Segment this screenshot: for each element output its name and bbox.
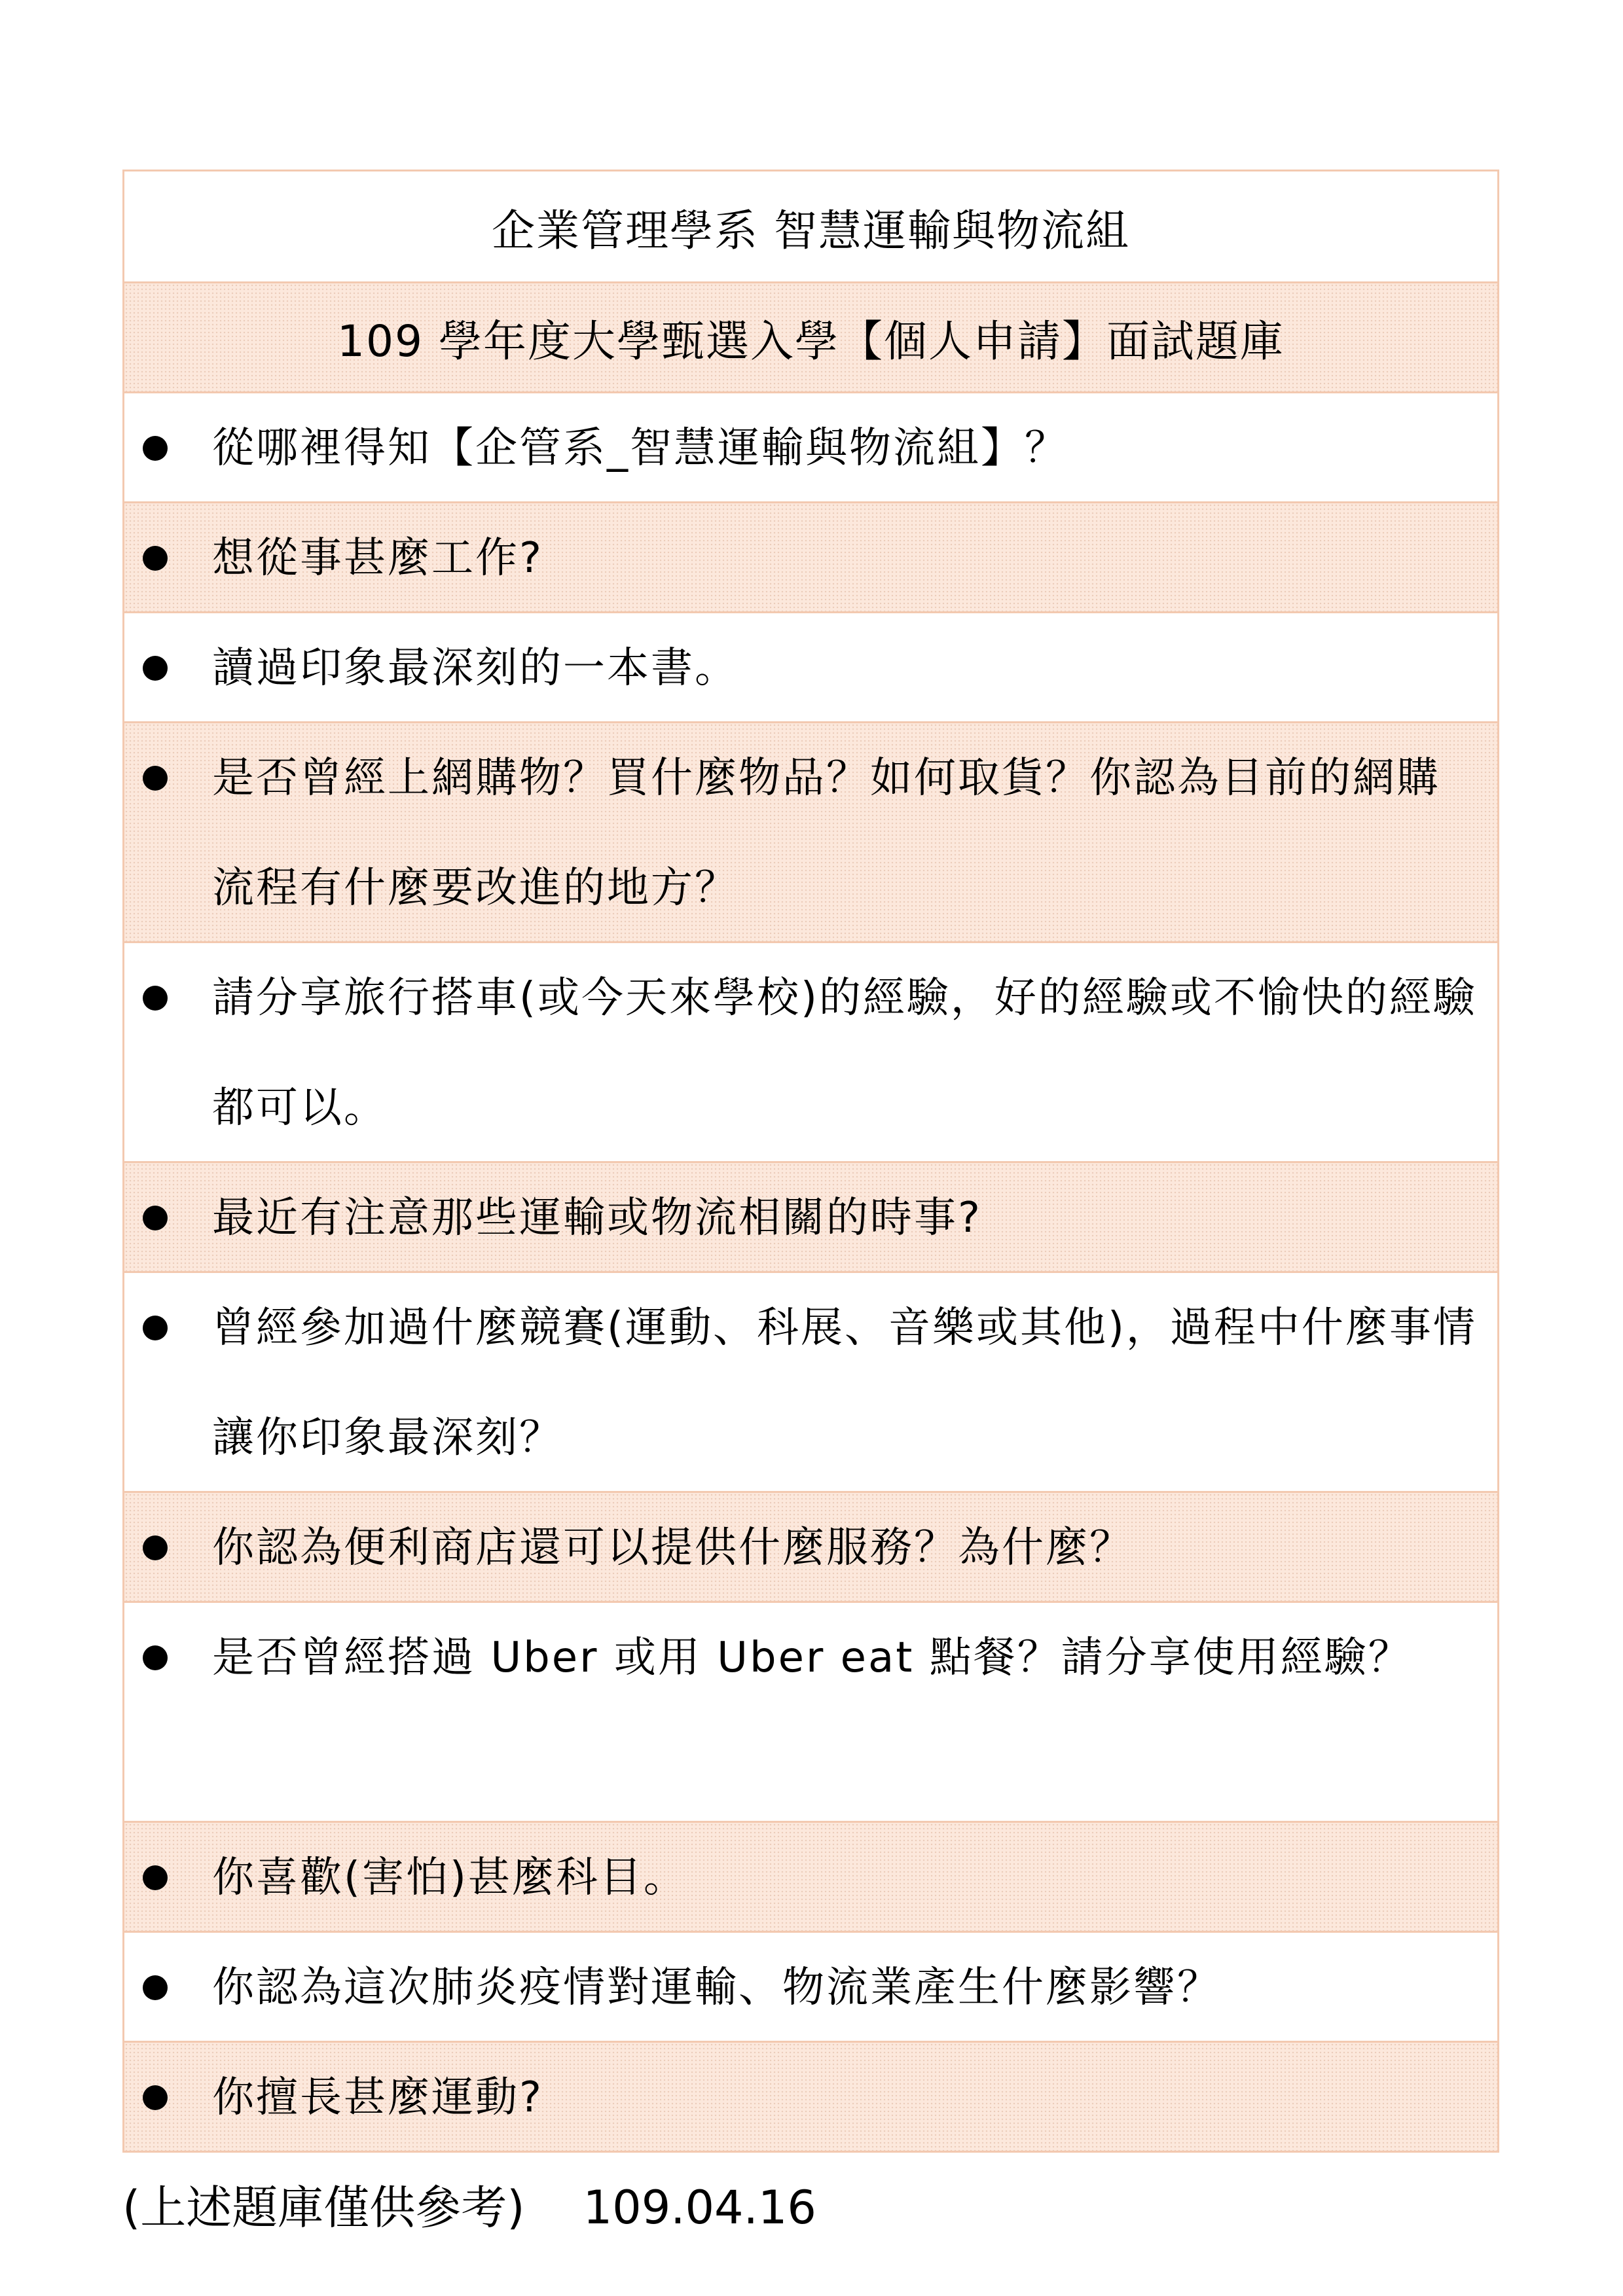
question-item <box>124 501 1497 611</box>
question-text: 是否曾經搭過 Uber 或用 Uber eat 點餐？請分享使用經驗？ <box>212 1634 1412 1682</box>
bullet-icon <box>143 1206 168 1230</box>
bullet-icon <box>143 1865 168 1890</box>
question-item <box>124 941 1497 1161</box>
question-item <box>124 611 1497 721</box>
question-item <box>124 1821 1497 1931</box>
question-text: 最近有注意那些運輸或物流相關的時事? <box>212 1194 982 1242</box>
bullet-icon <box>143 436 168 461</box>
question-text: 讀過印象最深刻的一本書。 <box>212 644 739 692</box>
bullet-icon <box>143 546 168 571</box>
question-text: 你喜歡(害怕)甚麼科目。 <box>212 1854 687 1902</box>
bullet-icon <box>143 2085 168 2110</box>
question-text: 你認為便利商店還可以提供什麼服務？為什麼？ <box>212 1524 1133 1572</box>
bullet-icon <box>143 766 168 791</box>
title-header <box>124 281 1497 391</box>
bullet-icon <box>143 656 168 681</box>
document-title: 109 學年度大學甄選入學【個人申請】面試題庫 <box>337 316 1285 367</box>
question-text: 你擅長甚麼運動? <box>212 2073 543 2122</box>
question-item <box>124 2041 1497 2151</box>
question-text: 你認為這次肺炎疫情對運輸、物流業產生什麼影響？ <box>212 1964 1221 2012</box>
disclaimer-text: (上述題庫僅供參考) <box>122 2181 525 2234</box>
bullet-icon <box>143 986 168 1011</box>
question-item <box>124 1161 1497 1271</box>
bullet-icon <box>143 1316 168 1340</box>
question-item <box>124 721 1497 941</box>
bullet-icon <box>143 1645 168 1670</box>
question-text: 請分享旅行搭車(或今天來學校)的經驗，好的經驗或不愉快的經驗都可以。 <box>212 974 1477 1132</box>
question-text: 曾經參加過什麼競賽(運動、科展、音樂或其他)，過程中什麼事情讓你印象最深刻？ <box>212 1304 1477 1462</box>
question-item <box>124 1271 1497 1491</box>
department-title: 企業管理學系 智慧運輸與物流組 <box>492 205 1130 256</box>
question-bank-table <box>122 170 1499 2153</box>
question-text: 從哪裡得知【企管系_智慧運輸與物流組】？ <box>212 424 1068 473</box>
question-text: 想從事甚麼工作? <box>212 534 543 583</box>
question-item <box>124 1601 1497 1821</box>
question-item <box>124 1491 1497 1601</box>
question-text: 是否曾經上網購物？買什麼物品？如何取貨？你認為目前的網購流程有什麼要改進的地方？ <box>212 754 1440 912</box>
document-date: 109.04.16 <box>583 2181 816 2234</box>
bullet-icon <box>143 1975 168 2000</box>
question-item <box>124 391 1497 501</box>
footer-note <box>122 2172 816 2244</box>
department-header <box>124 171 1497 281</box>
question-item <box>124 1931 1497 2041</box>
bullet-icon <box>143 1535 168 1560</box>
